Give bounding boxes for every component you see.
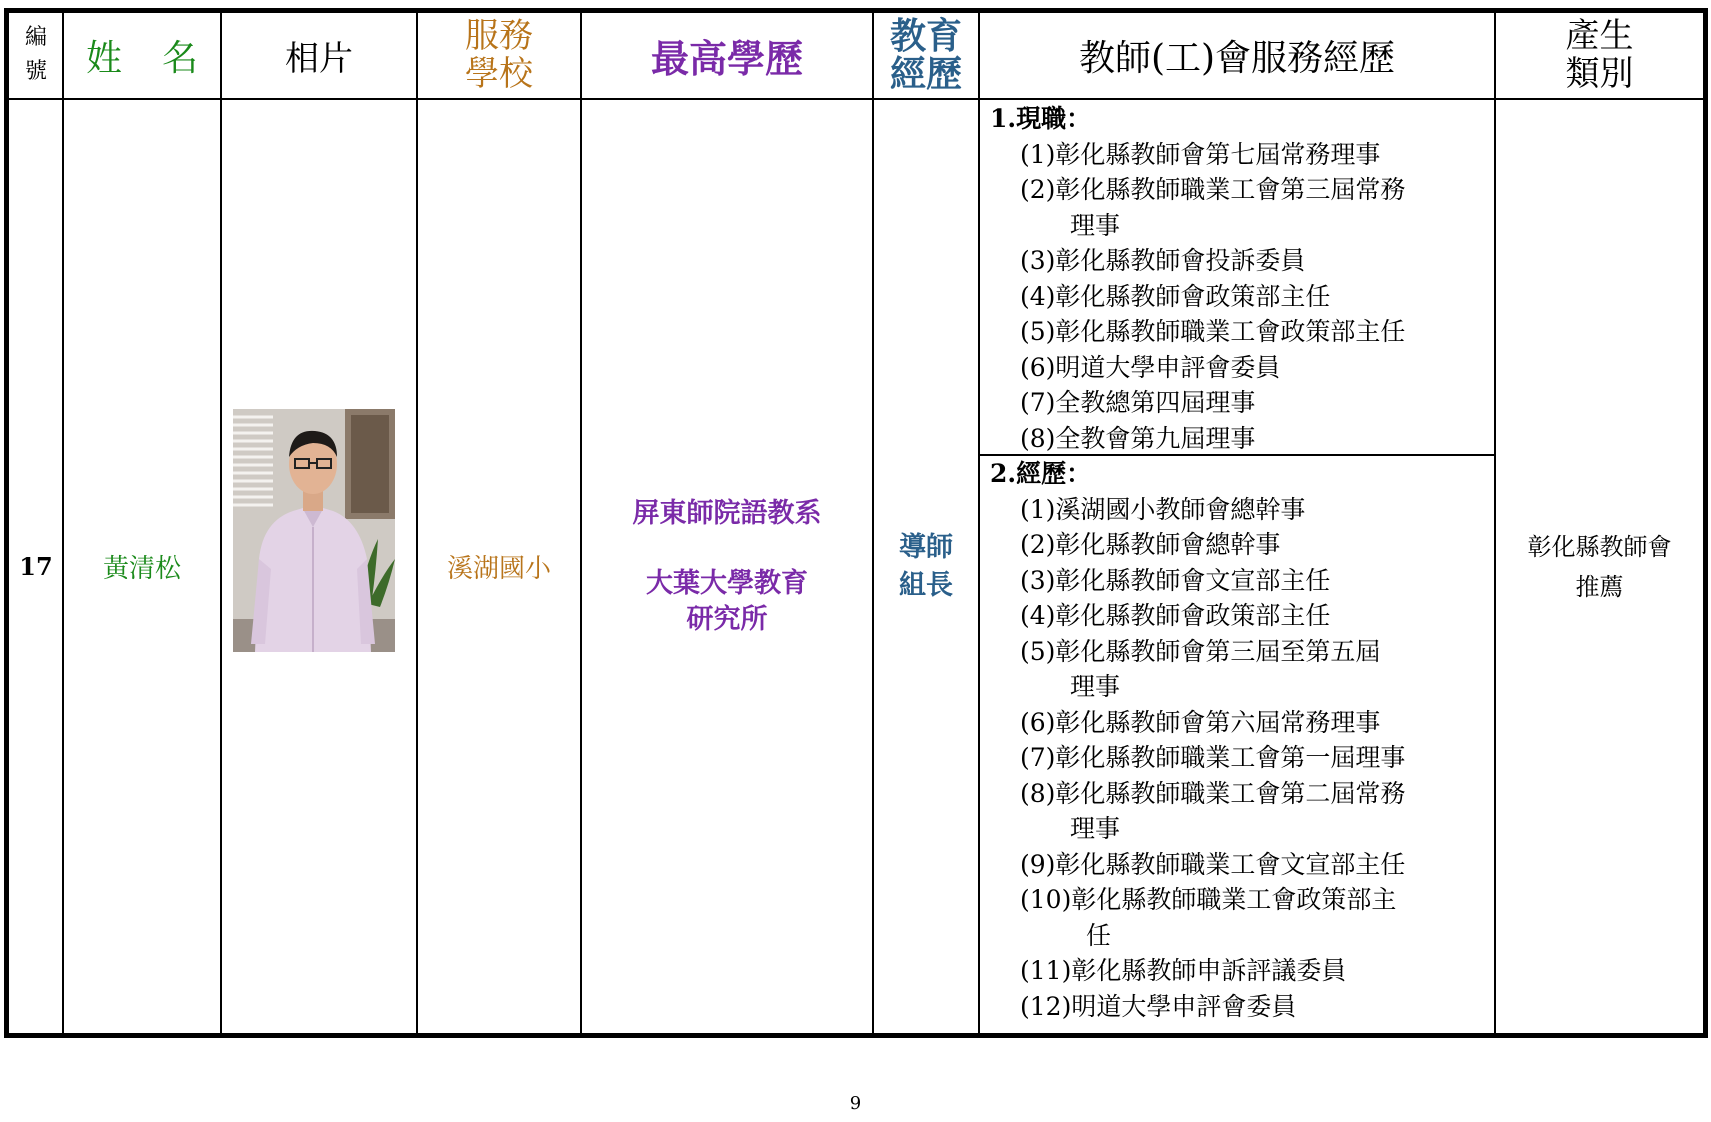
union-past-item: (12)明道大學申評會委員 (1020, 991, 1297, 1021)
union-past-item: (8)彰化縣教師職業工會第二屆常務 (1020, 778, 1406, 808)
union-current-item: (8)全教會第九屆理事 (1020, 423, 1256, 453)
union-current-section (986, 101, 1491, 456)
education-line: 屏東師院語教系 (632, 497, 822, 529)
header-exp-line: 經歷 (889, 53, 962, 95)
union-past-item: (11)彰化縣教師申訴評議委員 (1020, 956, 1347, 985)
header-name-char: 名 (161, 37, 198, 79)
row-school: 溪湖國小 (446, 554, 551, 584)
header-school (418, 12, 580, 98)
col-divider (220, 12, 222, 1033)
header-teaching-experience (874, 12, 978, 98)
union-past-item: (6)彰化縣教師會第六屆常務理事 (1020, 707, 1381, 737)
union-current-item: (5)彰化縣教師職業工會政策部主任 (1020, 317, 1406, 346)
union-past-item: (2)彰化縣教師會總幹事 (1020, 530, 1281, 559)
header-name-char: 姓 (86, 37, 123, 79)
union-past-item-continued: 理事 (1070, 814, 1121, 843)
row-teaching-experience (874, 100, 978, 1033)
union-past-item: (9)彰化縣教師職業工會文宣部主任 (1020, 849, 1406, 879)
union-past-section (986, 456, 1491, 1024)
header-exp-line: 教育 (889, 15, 962, 57)
union-past-item: (7)彰化縣教師職業工會第一屆理事 (1020, 743, 1406, 772)
header-number-line: 號 (24, 59, 47, 84)
union-past-heading: 2.經歷： (990, 459, 1092, 488)
header-photo: 相片 (285, 38, 353, 79)
header-type-line: 產生 (1565, 16, 1634, 56)
type-line: 彰化縣教師會 (1527, 532, 1672, 561)
union-current-item: (2)彰化縣教師職業工會第三屆常務 (1020, 175, 1406, 204)
union-past-item: (10)彰化縣教師職業工會政策部主 (1020, 885, 1397, 914)
union-past-item: (1)溪湖國小教師會總幹事 (1020, 494, 1306, 524)
col-divider (978, 12, 980, 1033)
union-current-item-continued: 理事 (1070, 210, 1121, 240)
type-line: 推薦 (1575, 572, 1624, 601)
header-name (64, 12, 220, 98)
header-number-line: 編 (24, 25, 47, 50)
page-number: 9 (849, 1093, 862, 1114)
union-current-heading: 1.現職： (990, 104, 1092, 133)
union-past-item-continued: 任 (1086, 920, 1112, 950)
union-current-item: (4)彰化縣教師會政策部主任 (1020, 281, 1331, 311)
row-education (582, 100, 872, 1033)
teaching-exp-line: 組長 (899, 569, 953, 601)
union-current-item: (3)彰化縣教師會投訴委員 (1020, 246, 1306, 275)
education-line: 大葉大學教育 (646, 567, 808, 599)
row-name: 黃清松 (102, 554, 181, 584)
union-past-item: (4)彰化縣教師會政策部主任 (1020, 601, 1331, 630)
person-photo-image (233, 409, 395, 652)
teaching-exp-line: 導師 (899, 531, 953, 563)
header-school-line: 學校 (465, 54, 533, 94)
header-type (1496, 12, 1703, 98)
candidate-photo (233, 409, 395, 652)
union-current-item: (7)全教總第四屆理事 (1020, 388, 1256, 417)
union-past-item: (5)彰化縣教師會第三屆至第五屆 (1020, 636, 1381, 666)
header-school-line: 服務 (465, 16, 533, 56)
union-past-item-continued: 理事 (1070, 672, 1121, 701)
row-type (1496, 100, 1703, 1033)
header-type-line: 類別 (1565, 54, 1634, 94)
header-education: 最高學歷 (650, 35, 803, 81)
row-number: 17 (19, 552, 53, 581)
header-number (10, 12, 62, 98)
union-current-item: (6)明道大學申評會委員 (1020, 352, 1281, 382)
union-past-item: (3)彰化縣教師會文宣部主任 (1020, 565, 1331, 595)
header-union-experience: 教師(工)會服務經歷 (1078, 37, 1396, 79)
education-line: 研究所 (686, 603, 768, 635)
union-current-item: (1)彰化縣教師會第七屆常務理事 (1020, 139, 1381, 169)
